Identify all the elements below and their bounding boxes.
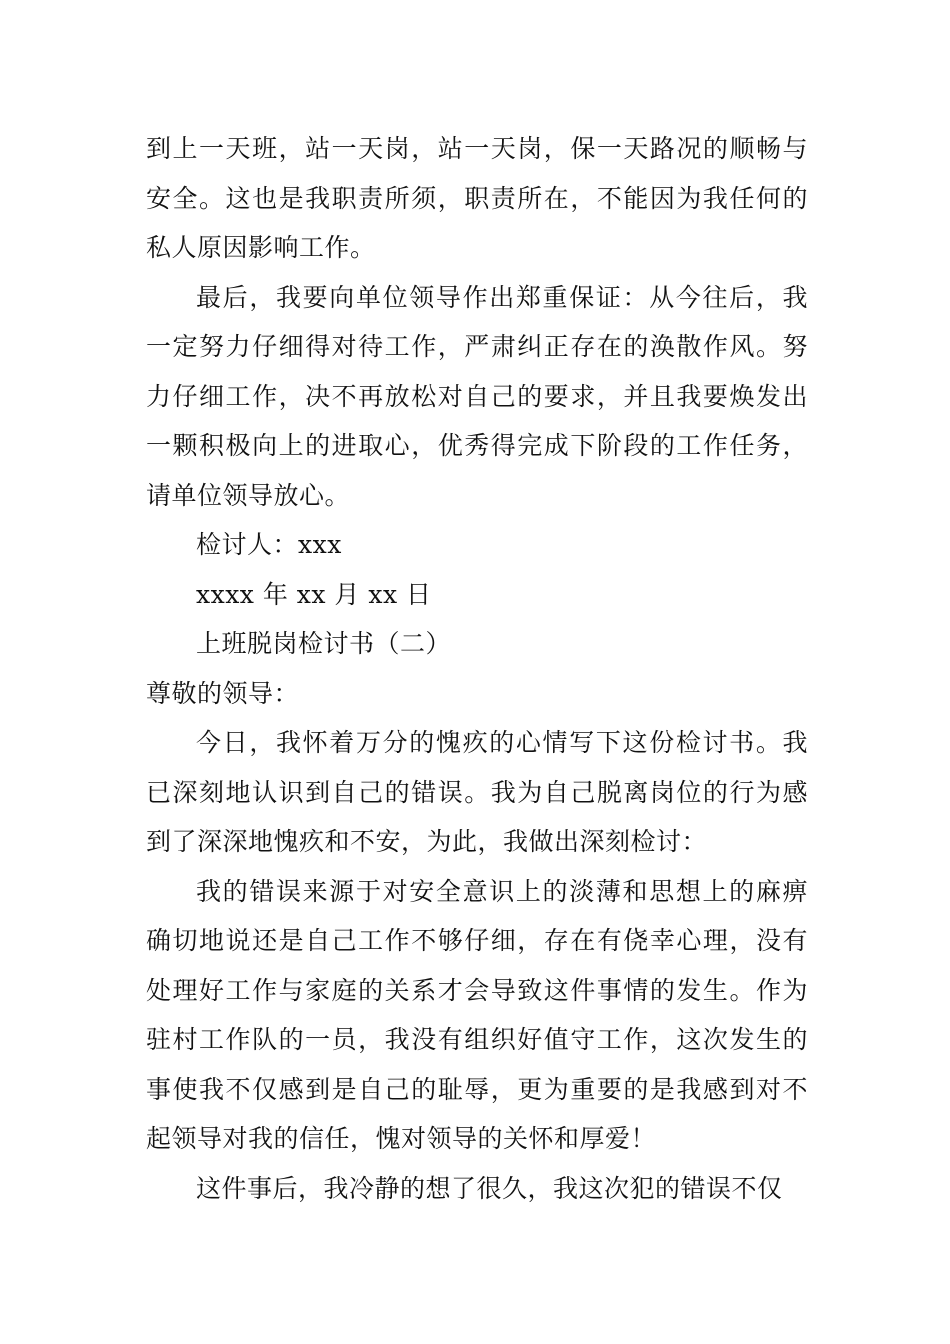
section-title: 上班脱岗检讨书（二） [196, 629, 452, 658]
text-line: 起领导对我的信任，愧对领导的关怀和厚爱！ [146, 1124, 657, 1153]
salutation: 尊敬的领导： [146, 678, 300, 708]
date-line: xxxx 年 xx 月 xx 日 [196, 579, 432, 609]
paragraph-guarantee [146, 273, 808, 521]
text-line: 驻村工作队的一员，我没有组织好值守工作，这次发生的 [146, 1025, 808, 1054]
text-line: 到上一天班，站一天岗，站一天岗，保一天路况的顺畅与 [146, 134, 808, 163]
paragraph-duty [146, 124, 808, 273]
text-line: 我的错误来源于对安全意识上的淡薄和思想上的麻痹 [196, 876, 808, 906]
paragraph-error-source [146, 867, 808, 1164]
text-line: 安全。这也是我职责所须，职责所在，不能因为我任何的 [146, 183, 808, 213]
text-line: 一定努力仔细得对待工作，严肃纠正存在的涣散作风。努 [146, 332, 808, 361]
text-line: 处理好工作与家庭的关系才会导致这件事情的发生。作为 [146, 975, 808, 1005]
text-line: 这件事后，我冷静的想了很久，我这次犯的错误不仅 [196, 1173, 783, 1203]
text-line: 今日，我怀着万分的愧疚的心情写下这份检讨书。我 [196, 728, 808, 757]
text-line: 确切地说还是自己工作不够仔细，存在有侥幸心理，没有 [146, 926, 808, 955]
text-line: 到了深深地愧疚和不安，为此，我做出深刻检讨： [146, 827, 708, 856]
text-line: 私人原因影响工作。 [146, 233, 376, 262]
paragraph-apology [146, 718, 808, 867]
text-line: 一颗积极向上的进取心，优秀得完成下阶段的工作任务， [146, 431, 808, 460]
text-line: 事使我不仅感到是自己的耻辱，更为重要的是我感到对不 [146, 1074, 808, 1104]
document-body [146, 124, 808, 1213]
text-line: 请单位领导放心。 [146, 480, 351, 510]
text-line: 已深刻地认识到自己的错误。我为自己脱离岗位的行为感 [146, 777, 808, 807]
text-line: 力仔细工作，决不再放松对自己的要求，并且我要焕发出 [146, 381, 808, 411]
text-line: 最后，我要向单位领导作出郑重保证：从今往后，我 [196, 282, 808, 312]
paragraph-reflection [146, 1164, 808, 1214]
signature-line: 检讨人：xxx [196, 530, 342, 559]
